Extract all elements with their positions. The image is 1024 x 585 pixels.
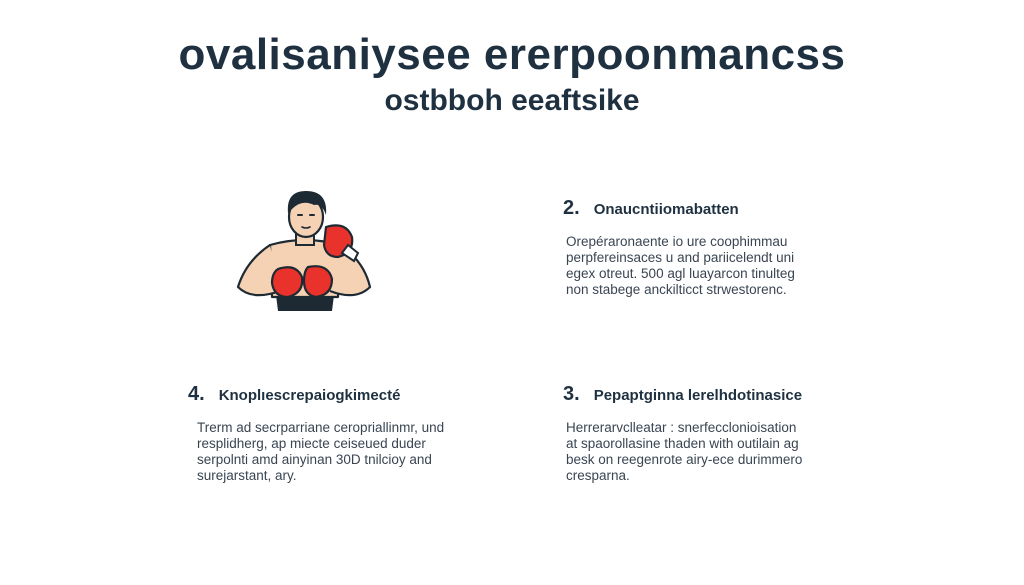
card-body-line: cresparna. <box>566 468 630 483</box>
info-card-4 <box>188 383 488 484</box>
boxer-illustration <box>230 183 380 315</box>
card-number: 3. <box>563 383 580 405</box>
card-body <box>566 234 863 298</box>
card-heading <box>563 197 863 220</box>
page-subtitle: ostbboh eeaftsike <box>384 84 640 117</box>
card-title: Pepaptginna lerelhdotinasice <box>593 387 803 404</box>
card-heading <box>563 383 863 406</box>
card-body-line: egex otreut. 500 agl luayarcon tinulteg <box>566 266 795 281</box>
card-body-line: Orepéraronaente io ure coophimmau <box>566 234 788 249</box>
card-heading <box>188 383 488 406</box>
page-title: ovalisaniysee ererpoonmancss <box>178 30 846 79</box>
card-body-line: perpfereinsaces u and pariicelendt uni <box>566 250 795 265</box>
card-body-line: resplidherg, ap miecte ceiseued duder <box>197 436 426 451</box>
info-card-3 <box>563 383 863 484</box>
info-card-2 <box>563 197 863 298</box>
card-body-line: non stabege anckilticct strwestorenc. <box>566 282 787 297</box>
card-body-line: serpolnti amd ainyinan 30D tnilcioy and <box>197 452 432 467</box>
card-body-line: surejarstant, ary. <box>197 468 297 483</box>
card-title: Knoplıescrepaiogkimecté <box>218 387 401 404</box>
card-body-line: at spaorollasine thaden with outilain ag <box>566 436 799 451</box>
boxer-with-red-gloves-icon <box>230 183 380 315</box>
card-body-line: Trerm ad secrparriane ceropriallinmr, und <box>197 420 445 435</box>
card-body-line: besk on reegenrote airy-ece durimmero <box>566 452 803 467</box>
card-number: 2. <box>563 197 580 219</box>
card-body <box>566 420 863 484</box>
card-number: 4. <box>188 383 205 405</box>
card-body <box>197 420 488 484</box>
card-body-line: Herrerarvclleatar : snerfecclonioisation <box>566 420 797 435</box>
card-title: Onaucntiiomabatten <box>593 201 739 218</box>
